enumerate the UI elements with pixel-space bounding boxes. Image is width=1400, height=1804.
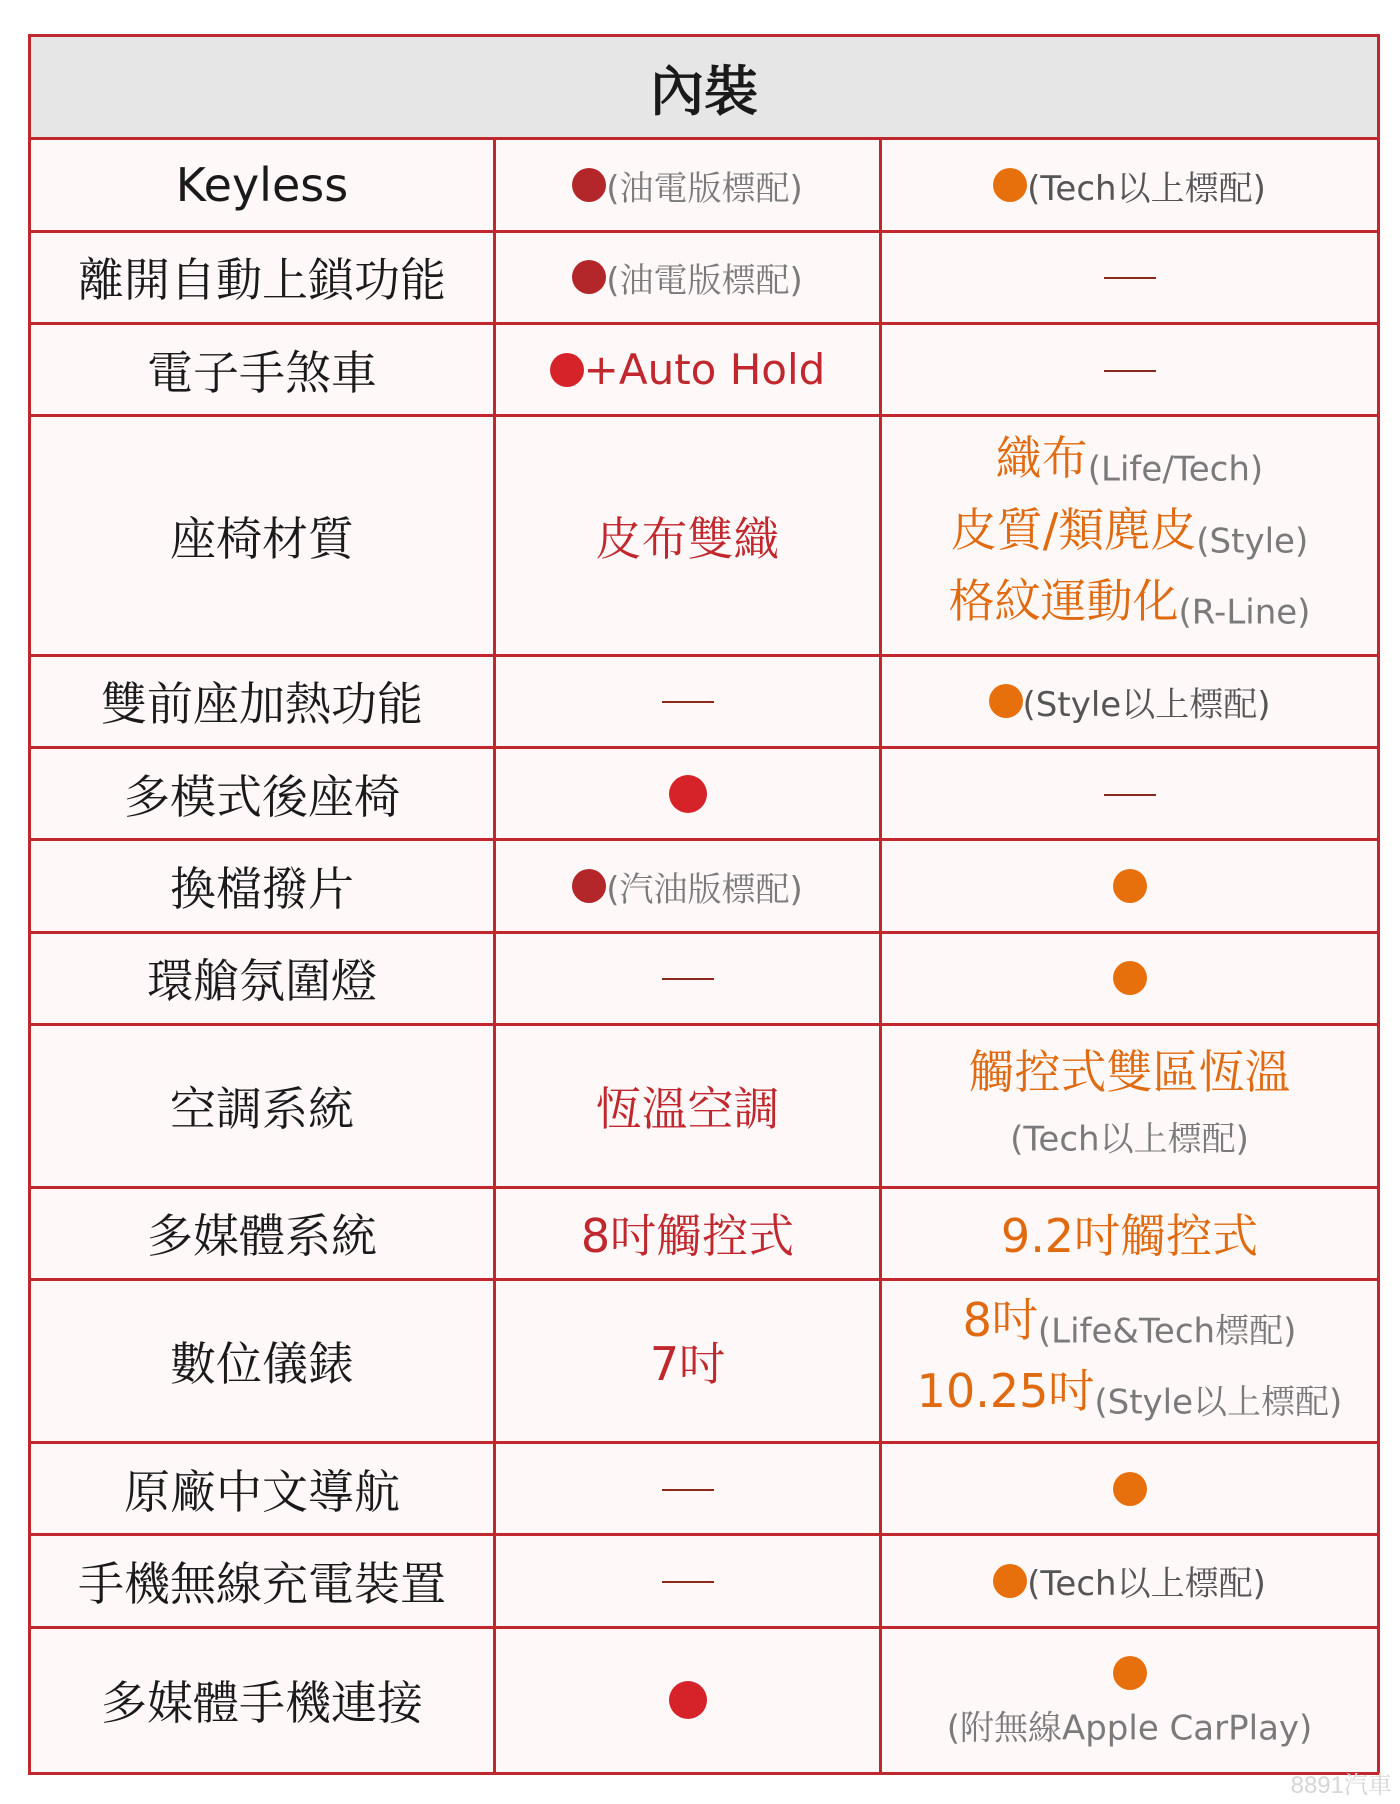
cell-text: 9.2吋觸控式 (1000, 1209, 1259, 1264)
row-label: Keyless (30, 139, 495, 231)
row-label: 雙前座加熱功能 (30, 655, 495, 747)
row-label: 空調系統 (30, 1025, 495, 1188)
cluster-size: 8吋 (962, 1292, 1038, 1347)
watermark: 8891汽車 (1290, 1772, 1392, 1799)
trim-note: (R-Line) (1178, 592, 1311, 633)
table-row (30, 655, 1379, 747)
not-available-dash (662, 1489, 714, 1491)
trim-note: (Style以上標配) (1094, 1382, 1343, 1423)
row-label: 多媒體手機連接 (30, 1627, 495, 1773)
standard-dot-icon (1113, 961, 1147, 995)
table-row (30, 416, 1379, 655)
row-label: 原廠中文導航 (30, 1442, 495, 1534)
cluster-size: 10.25吋 (916, 1364, 1095, 1418)
seat-material: 皮質/類麂皮 (950, 502, 1197, 557)
standard-dot-icon (1113, 869, 1147, 903)
standard-dot-icon (1113, 1656, 1147, 1690)
standard-dot-icon (1113, 1472, 1147, 1506)
table-row (30, 1280, 1379, 1443)
cell-note: (附無線Apple CarPlay) (946, 1708, 1313, 1749)
table-row (30, 840, 1379, 932)
standard-dot-icon (572, 869, 606, 903)
row-label: 換檔撥片 (30, 840, 495, 932)
table-row (30, 139, 1379, 231)
standard-dot-icon (572, 260, 606, 294)
cell-note: (Tech以上標配) (1027, 1564, 1266, 1605)
row-label: 環艙氛圍燈 (30, 932, 495, 1024)
not-available-dash (662, 1581, 714, 1583)
standard-dot-icon (993, 168, 1027, 202)
row-label: 多媒體系統 (30, 1187, 495, 1279)
trim-note: (Life/Tech) (1087, 449, 1264, 490)
cell-text: 皮布雙織 (595, 511, 780, 566)
row-label: 數位儀錶 (30, 1280, 495, 1443)
table-row (30, 1442, 1379, 1534)
cell-note: (油電版標配) (606, 168, 803, 209)
cell-text: 7吋 (649, 1337, 726, 1391)
standard-dot-icon (572, 168, 606, 202)
gasoline-hybrid-cell (495, 139, 881, 231)
seat-material: 格紋運動化 (948, 574, 1179, 629)
standard-dot-icon (669, 1681, 707, 1719)
cell-note: (Style以上標配) (1022, 684, 1271, 725)
table-row (30, 747, 1379, 839)
not-available-dash (1104, 794, 1156, 796)
cell-text: 觸控式雙區恆溫 (968, 1045, 1291, 1100)
not-available-dash (662, 701, 714, 703)
cell-text: 恆溫空調 (595, 1081, 780, 1136)
table-row (30, 1187, 1379, 1279)
trim-note: (Life&Tech標配) (1037, 1311, 1297, 1351)
interior-spec-table (28, 34, 1380, 1775)
table-row (30, 932, 1379, 1024)
standard-dot-icon (989, 684, 1023, 718)
table-row (30, 324, 1379, 416)
not-available-dash (1104, 370, 1156, 372)
cell-note: (Tech以上標配) (1027, 168, 1266, 209)
standard-dot-icon (669, 775, 707, 813)
cell-note: (油電版標配) (606, 260, 803, 301)
row-label: 離開自動上鎖功能 (30, 231, 495, 323)
table-row (30, 1025, 1379, 1188)
standard-dot-icon (993, 1564, 1027, 1598)
seat-material: 織布 (995, 431, 1088, 486)
row-label: 座椅材質 (30, 416, 495, 655)
row-label: 手機無線充電裝置 (30, 1535, 495, 1627)
row-label: 電子手煞車 (30, 324, 495, 416)
cell-note: (汽油版標配) (606, 869, 803, 910)
cell-text: 8吋觸控式 (580, 1209, 795, 1264)
cell-text: +Auto Hold (583, 345, 826, 395)
table-row (30, 1535, 1379, 1627)
table-row (30, 231, 1379, 323)
table-title: 內裝 (30, 36, 1379, 139)
row-label: 多模式後座椅 (30, 747, 495, 839)
not-available-dash (1104, 277, 1156, 279)
cell-note: (Tech以上標配) (1010, 1119, 1249, 1160)
not-available-dash (662, 978, 714, 980)
standard-dot-icon (550, 353, 584, 387)
trim-cell (881, 139, 1379, 231)
trim-note: (Style) (1196, 521, 1309, 562)
table-row (30, 1627, 1379, 1773)
